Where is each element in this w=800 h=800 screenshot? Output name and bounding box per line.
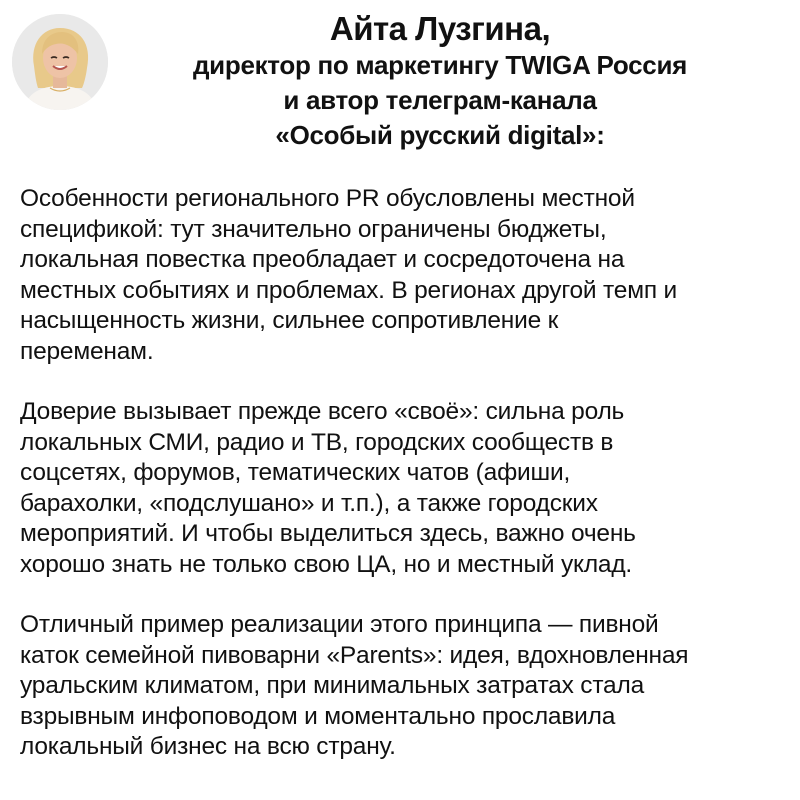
text-line: местных событиях и проблемах. В регионах другой темп и <box>20 276 678 304</box>
author-title-line: «Особый русский digital»: <box>275 120 605 150</box>
text-line: каток семейной пивоварни «Parents»: идея, вдохновленная <box>20 641 689 669</box>
text-line: локальная повестка преобладает и сосредоточена на <box>20 246 625 273</box>
author-title-line: и автор телеграм-канала <box>283 85 597 115</box>
text-line: локальный бизнес на всю страну. <box>20 733 396 760</box>
text-line: мероприятий. И чтобы выделиться здесь, важно очень <box>20 520 636 547</box>
author-title-line: директор по маркетингу TWIGA Россия <box>192 50 688 80</box>
author-name: Айта Лузгина, <box>329 10 551 47</box>
text-line: переменам. <box>20 337 154 365</box>
text-line: насыщенность жизни, сильнее сопротивление к <box>20 307 559 334</box>
text-line: локальных СМИ, радио и ТВ, городских сообществ в <box>20 428 614 456</box>
text-line: Отличный пример реализации этого принципа — пивной <box>20 611 659 638</box>
text-line: уральским климатом, при минимальных затратах стала <box>20 672 645 699</box>
text-line: спецификой: тут значительно ограничены бюджеты, <box>20 215 607 243</box>
text-line: Доверие вызывает прежде всего «своё»: сильна роль <box>20 398 625 425</box>
text-line: взрывным инфоповодом и моментально прославила <box>20 702 616 730</box>
author-header <box>0 0 800 170</box>
paragraph <box>20 397 790 580</box>
text-line: Особенности регионального PR обусловлены местной <box>20 185 635 212</box>
paragraph <box>20 610 790 763</box>
text-line: хорошо знать не только свою ЦА, но и местный уклад. <box>20 550 633 578</box>
avatar <box>12 14 108 110</box>
text-line: барахолки, «подслушано» и т.п.), а также городских <box>20 489 598 517</box>
author-title-block <box>120 10 760 153</box>
text-line: соцсетях, форумов, тематических чатов (афиши, <box>20 459 571 486</box>
person-photo-icon <box>12 14 108 110</box>
quote-body <box>20 184 790 763</box>
paragraph <box>20 184 790 367</box>
